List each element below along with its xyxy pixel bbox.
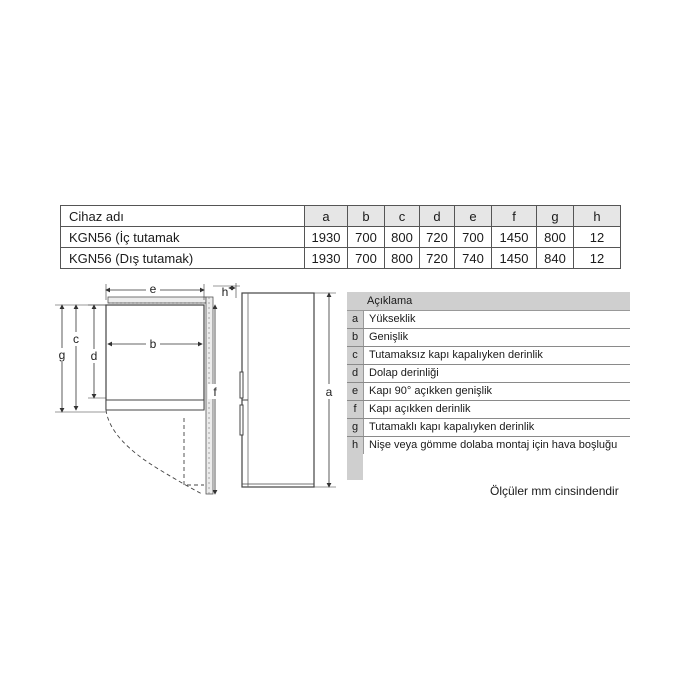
- legend-row: [347, 437, 630, 454]
- table-cell: 800: [385, 248, 420, 269]
- table-header-cell: d: [420, 206, 455, 227]
- table-cell: 740: [455, 248, 492, 269]
- top-view: [55, 282, 240, 494]
- legend-panel: [347, 292, 630, 480]
- dim-c-label: c: [73, 332, 79, 346]
- dim-h-label: h: [221, 285, 229, 299]
- legend-key-column-tail: [347, 454, 363, 480]
- table-header-cell: e: [455, 206, 492, 227]
- legend-row: [347, 365, 630, 383]
- table-cell: 1450: [492, 248, 537, 269]
- units-note: Ölçüler mm cinsindendir: [490, 484, 619, 498]
- dim-e-label: e: [149, 282, 157, 296]
- side-view: [240, 293, 336, 487]
- table-header-cell: c: [385, 206, 420, 227]
- table-cell: 1930: [305, 227, 348, 248]
- table-cell: 700: [455, 227, 492, 248]
- legend-text: Dolap derinliği: [369, 367, 439, 379]
- table-cell: 720: [420, 227, 455, 248]
- table-cell: KGN56 (İç tutamak: [61, 227, 305, 248]
- table-cell: KGN56 (Dış tutamak): [61, 248, 305, 269]
- legend-key: h: [347, 437, 364, 454]
- table-header-cell: h: [574, 206, 621, 227]
- legend-row: [347, 401, 630, 419]
- table-header-cell: a: [305, 206, 348, 227]
- legend-key: f: [347, 401, 364, 418]
- dim-f-label: f: [213, 385, 217, 399]
- legend-text: Tutamaksız kapı kapalıyken derinlik: [369, 349, 543, 361]
- cabinet-body: [106, 305, 204, 409]
- legend-title: Açıklama: [347, 292, 630, 311]
- door-swing-arc: [106, 410, 202, 494]
- legend-text: Tutamaklı kapı kapalıyken derinlik: [369, 421, 535, 433]
- legend-text: Kapı 90° açıkken genişlik: [369, 385, 493, 397]
- legend-key: e: [347, 383, 364, 400]
- top-wall: [108, 297, 206, 303]
- table-header-cell: g: [537, 206, 574, 227]
- table-cell: 800: [385, 227, 420, 248]
- legend-key: d: [347, 365, 364, 382]
- table-cell: 700: [348, 227, 385, 248]
- door-closed: [106, 400, 204, 410]
- fridge-body: [242, 293, 314, 487]
- legend-row: [347, 383, 630, 401]
- legend-key: a: [347, 311, 364, 328]
- table-cell: 1450: [492, 227, 537, 248]
- dim-a-label: a: [325, 385, 333, 399]
- table-cell: 12: [574, 248, 621, 269]
- table-cell: 1930: [305, 248, 348, 269]
- upper-handle: [240, 372, 243, 398]
- legend-text: Genişlik: [369, 331, 409, 343]
- legend-row: [347, 347, 630, 365]
- legend-text: Nişe veya gömme dolaba montaj için hava boşluğu: [369, 439, 618, 451]
- table-header-cell: f: [492, 206, 537, 227]
- dim-b-label: b: [149, 337, 157, 351]
- dim-g-label: g: [58, 348, 66, 362]
- table-cell: 700: [348, 248, 385, 269]
- legend-key: g: [347, 419, 364, 436]
- door-open-outline: [184, 418, 204, 485]
- lower-handle: [240, 405, 243, 435]
- table-header-cell: b: [348, 206, 385, 227]
- legend-row: [347, 311, 630, 329]
- legend-text: Kapı açıkken derinlik: [369, 403, 471, 415]
- table-header-cell: Cihaz adı: [61, 206, 305, 227]
- dim-d-label: d: [90, 349, 98, 363]
- table-cell: 720: [420, 248, 455, 269]
- legend-key: c: [347, 347, 364, 364]
- table-cell: 840: [537, 248, 574, 269]
- table-cell: 800: [537, 227, 574, 248]
- legend-text: Yükseklik: [369, 313, 416, 325]
- table-cell: 12: [574, 227, 621, 248]
- legend-key: b: [347, 329, 364, 346]
- legend-row: [347, 329, 630, 347]
- legend-row: [347, 419, 630, 437]
